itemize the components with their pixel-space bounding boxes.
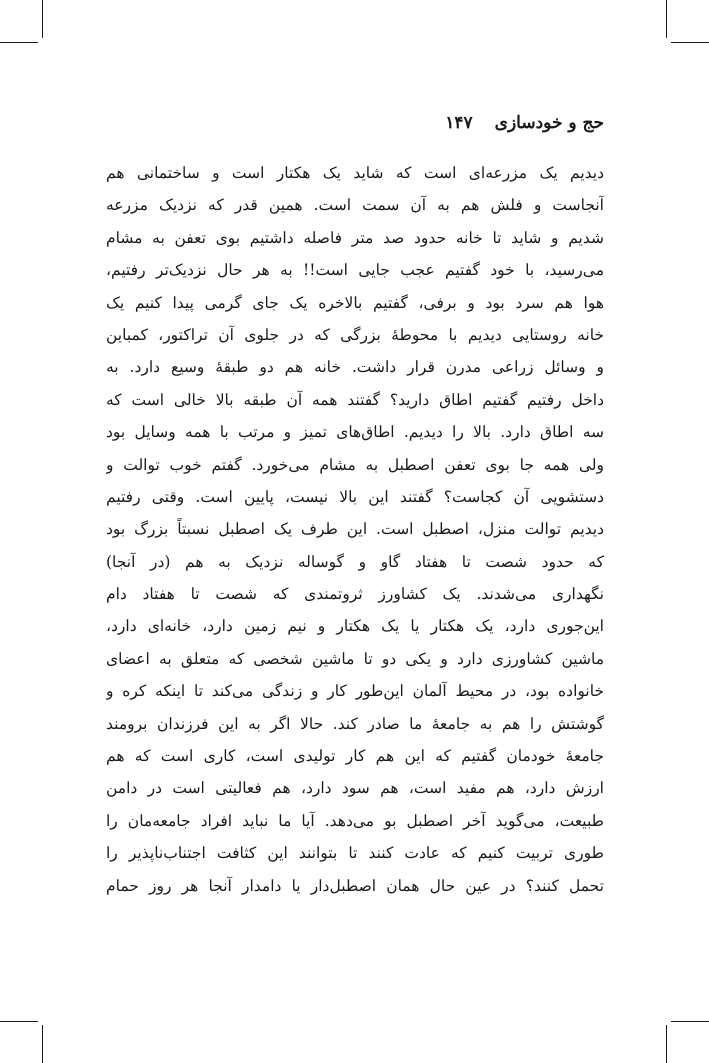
text-line: تحمل کنند؟ در عین حال همان اصطبل‌دار یا دامدار آنجا هر روز حمام xyxy=(106,876,604,895)
text-line: خانواده بود، در محیط آلمان این‌طور کار و زندگی می‌کند تا اینکه کره و xyxy=(106,682,604,701)
crop-mark xyxy=(42,0,43,38)
text-line: نگهداری می‌شدند. یک کشاورز ثروتمندی که شصت تا هفتاد دام xyxy=(106,585,604,604)
crop-mark xyxy=(0,1021,38,1022)
text-line: ولی همه جا بوی تعفن اصطبل به مشام می‌خورد. گفتم خوب توالت و xyxy=(106,455,604,474)
text-line: جامعۀ خودمان گفتیم که این هم کار تولیدی است، کاری است که هم xyxy=(106,747,604,766)
crop-mark xyxy=(42,1025,43,1063)
text-line: ماشین کشاورزی دارد و یکی دو تا ماشین شخصی که متعلق به اعضای xyxy=(106,649,604,668)
text-line: آنجاست و فلش هم به آن سمت است. همین قدر که نزدیک مزرعه xyxy=(106,196,604,215)
text-line: سه اطاق دارد. بالا را دیدیم. اطاق‌های تمیز و مرتب با همه وسایل بود xyxy=(106,423,604,442)
text-line: که حدود شصت تا هفتاد گاو و گوساله نزدیک به هم (در آنجا) xyxy=(106,552,604,571)
page-number: ۱۴۷ xyxy=(445,113,473,133)
text-line: ارزش دارد، هم مفید است، هم سود دارد، هم فعالیتی است در دامن xyxy=(106,779,604,798)
running-head xyxy=(106,113,604,143)
crop-mark xyxy=(0,42,38,43)
crop-mark xyxy=(671,1021,709,1022)
text-line: دستشویی آن کجاست؟ گفتند این بالا نیست، پایین است. وقتی رفتیم xyxy=(106,487,604,506)
crop-mark xyxy=(671,42,709,43)
crop-mark xyxy=(666,0,667,38)
text-line: دیدیم توالت منزل، اصطبل است. این طرف یک اصطبل نسبتاً بزرگ بود xyxy=(106,520,604,539)
text-line: طبیعت، می‌گوید آخر اصطبل بو می‌دهد. آیا ما نباید افراد جامعه‌مان را xyxy=(106,811,604,830)
text-line: شدیم و شاید تا خانه حدود صد متر فاصله داشتیم بوی تعفن به مشام xyxy=(106,228,604,247)
crop-mark xyxy=(666,1025,667,1063)
text-line: می‌رسید، با خود گفتیم عجب جایی است!! به هر حال نزدیک‌تر رفتیم، xyxy=(106,261,604,280)
running-title: حج و خودسازی xyxy=(494,113,604,133)
text-line: طوری تربیت کنیم که عادت کنند تا بتوانند این کثافت اجتناب‌ناپذیر را xyxy=(106,844,604,863)
text-line: هوا هم سرد بود و برفی، گفتیم بالاخره یک جای گرمی پیدا کنیم یک xyxy=(106,293,604,312)
text-line: این‌جوری دارد، یک هکتار یا یک هکتار و نیم زمین دارد، خانه‌ای دارد، xyxy=(106,617,604,636)
text-line: داخل رفتیم گفتیم اطاق دارید؟ گفتند همه آن طبقه بالا خالی است که xyxy=(106,390,604,409)
body-text xyxy=(106,157,604,902)
text-line: گوشتش را هم به جامعۀ ما صادر کند. حالا اگر به این فرزندان برومند xyxy=(106,714,604,733)
text-line: دیدیم یک مزرعه‌ای است که شاید یک هکتار است و ساختمانی هم xyxy=(106,164,604,182)
text-line: خانه روستایی دیدیم با محوطۀ بزرگی که در جلوی آن تراکتور، کمباین xyxy=(106,325,604,344)
text-line: و وسائل زراعی مدرن قرار داشت. خانه هم دو طبقۀ وسیع دارد. به xyxy=(106,358,604,377)
